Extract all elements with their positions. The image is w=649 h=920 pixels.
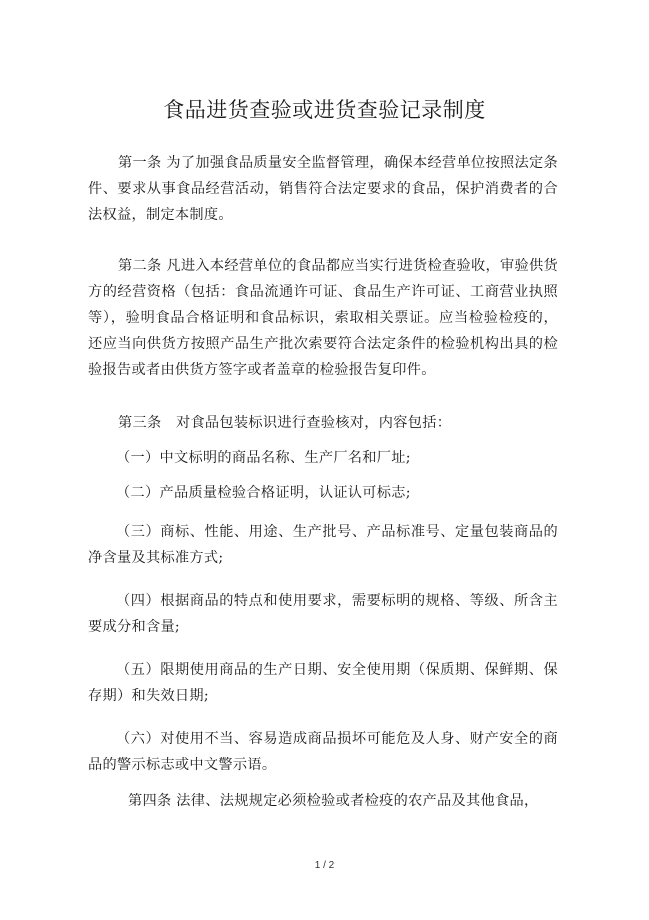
page-number: 1 / 2 xyxy=(314,860,335,871)
item-3: （三）商标、性能、用途、生产批号、产品标准号、定量包装商品的净含量及其标准方式; xyxy=(88,524,558,566)
article-1: 第一条 为了加强食品质量安全监督管理，确保本经营单位按照法定条件、要求从事食品经营活动，销售符合法定要求的食品，保护消费者的合法权益，制定本制度。 xyxy=(88,155,558,223)
item-1: （一）中文标明的商品名称、生产厂名和厂址; xyxy=(116,450,411,466)
item-6: （六）对使用不当、容易造成商品损坏可能危及人身、财产安全的商品的警示标志或中文警示语。 xyxy=(88,731,558,773)
item-2: （二）产品质量检验合格证明，认证认可标志; xyxy=(116,485,411,501)
item-4: （四）根据商品的特点和使用要求，需要标明的规格、等级、所含主要成分和含量; xyxy=(88,593,558,635)
item-5: （五）限期使用商品的生产日期、安全使用期（保质期、保鲜期、保存期）和失效日期; xyxy=(88,662,558,704)
article-3: 第三条 对食品包装标识进行查验核对，内容包括： xyxy=(118,415,452,431)
article-2: 第二条 凡进入本经营单位的食品都应当实行进货检查验收，审验供货方的经营资格（包括：食品流通许可证、食品生产许可证、工商营业执照等），验明食品合格证明和食品标识，索取相关票证。应当检验检疫的，还应当向供货方按照产品生产批次索要符合法定条件的检验机构出具的检验报告或者由供货方签字或者盖章的检验报告复印件。 xyxy=(88,258,558,378)
article-4: 第四条 法律、法规规定必须检验或者检疫的农产品及其他食品， xyxy=(128,793,539,809)
document-title: 食品进货查验或进货查验记录制度 xyxy=(163,98,486,122)
